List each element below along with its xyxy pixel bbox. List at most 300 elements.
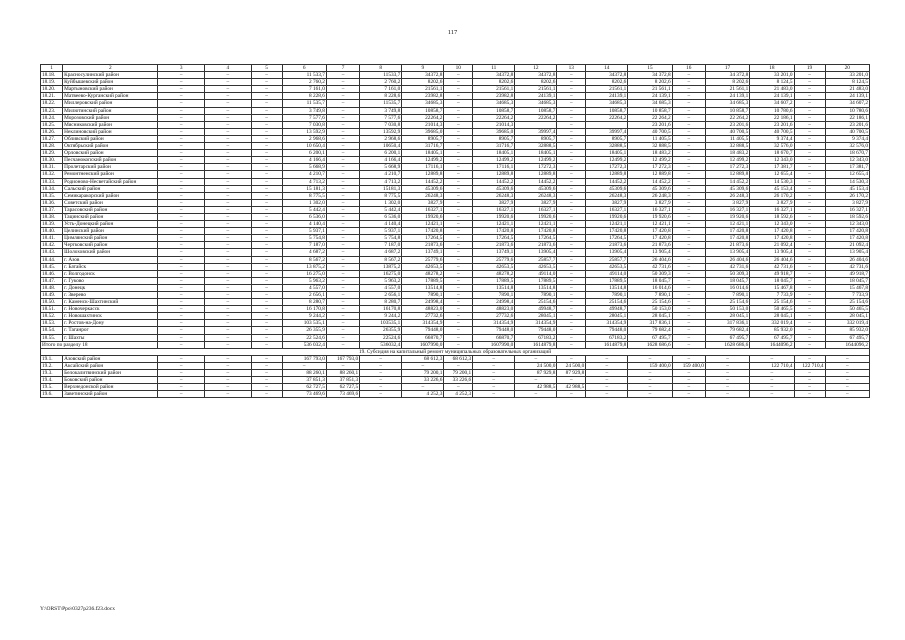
value-cell: 17 272,3 (628, 164, 672, 171)
value-cell: – (557, 128, 586, 135)
value-cell: 45309,6 (402, 185, 444, 192)
column-number: 6 (282, 65, 326, 72)
value-cell: – (794, 128, 825, 135)
value-cell: 13 905,4 (750, 249, 794, 256)
value-cell: – (158, 341, 205, 348)
value-cell: 19920,6 (515, 213, 557, 220)
value-cell: 17 420,8 (750, 235, 794, 242)
value-cell: 1644096,2 (750, 341, 794, 348)
value-cell: – (158, 355, 205, 362)
table-row (41, 107, 870, 114)
municipality-name: Верхнедонской район (63, 384, 158, 391)
value-cell: – (794, 256, 825, 263)
value-cell: 42 731,6 (705, 263, 749, 270)
value-cell: – (557, 341, 586, 348)
value-cell: – (326, 199, 359, 206)
value-cell: 32 888,5 (628, 143, 672, 150)
column-number: 4 (205, 65, 252, 72)
value-cell: 67 495,7 (825, 334, 869, 341)
table-row (41, 284, 870, 291)
value-cell: – (158, 206, 205, 213)
value-cell: 85 932,0 (750, 327, 794, 334)
value-cell: – (251, 199, 282, 206)
value-cell: – (251, 79, 282, 86)
value-cell: – (794, 192, 825, 199)
value-cell: 8 228,6 (360, 93, 402, 100)
value-cell: – (158, 199, 205, 206)
value-cell: 9 244,2 (282, 313, 326, 320)
document-path: Y:\ORST\Ppo\0327p236.f23.docx (40, 606, 115, 612)
table-row (41, 135, 870, 142)
value-cell: – (444, 306, 473, 313)
value-cell: 3 749,8 (282, 107, 326, 114)
value-cell: 67 495,7 (750, 334, 794, 341)
value-cell: – (672, 114, 705, 121)
value-cell: 34685,3 (473, 100, 515, 107)
value-cell: 17 420,8 (705, 228, 749, 235)
value-cell: 27732,6 (402, 313, 444, 320)
value-cell: – (444, 228, 473, 235)
value-cell: – (158, 72, 205, 79)
value-cell: 49 918,7 (750, 270, 794, 277)
value-cell: 16 275,0 (282, 270, 326, 277)
value-cell: 17889,5 (515, 277, 557, 284)
column-number: 9 (402, 65, 444, 72)
table-row (41, 192, 870, 199)
value-cell: 12889,8 (473, 171, 515, 178)
value-cell: – (158, 178, 205, 185)
value-cell: 23 201,6 (705, 121, 749, 128)
table-row (41, 199, 870, 206)
value-cell: – (251, 377, 282, 384)
value-cell: – (251, 157, 282, 164)
value-cell: 2 760,2 (360, 79, 402, 86)
value-cell: – (326, 93, 359, 100)
municipality-name: г. Ростов-на-Дону (63, 320, 158, 327)
value-cell: 19 920,6 (628, 213, 672, 220)
value-cell: 14452,2 (515, 178, 557, 185)
value-cell: 25779,6 (473, 256, 515, 263)
value-cell: 26 170,2 (825, 192, 869, 199)
value-cell: 15 467,8 (825, 284, 869, 291)
value-cell: 536 032,4 (282, 341, 326, 348)
value-cell: – (557, 277, 586, 284)
value-cell: – (251, 128, 282, 135)
value-cell: 8905,7 (402, 135, 444, 142)
value-cell: 66870,7 (473, 334, 515, 341)
value-cell: – (557, 270, 586, 277)
value-cell: – (672, 334, 705, 341)
value-cell: – (251, 143, 282, 150)
value-cell: – (444, 199, 473, 206)
value-cell: 39997,4 (515, 128, 557, 135)
value-cell: – (473, 377, 515, 384)
value-cell: – (326, 327, 359, 334)
value-cell: – (158, 277, 205, 284)
value-cell: – (794, 370, 825, 377)
value-cell: 16327,1 (515, 206, 557, 213)
value-cell: 17 272,3 (705, 164, 749, 171)
value-cell: 24998,4 (402, 299, 444, 306)
row-number: 18.55. (41, 334, 63, 341)
value-cell: 45 153,4 (825, 185, 869, 192)
value-cell: 40 700,5 (705, 128, 749, 135)
value-cell: – (672, 377, 705, 384)
value-cell: 13749,1 (473, 249, 515, 256)
value-cell: 17264,5 (586, 235, 628, 242)
value-cell: 4 166,4 (282, 157, 326, 164)
value-cell: 8 567,2 (282, 256, 326, 263)
value-cell: 4 557,0 (360, 284, 402, 291)
value-cell: – (473, 384, 515, 391)
value-cell: – (672, 292, 705, 299)
value-cell: – (251, 327, 282, 334)
value-cell: – (794, 221, 825, 228)
row-number: 18.51. (41, 306, 63, 313)
value-cell: 16 170,8 (282, 306, 326, 313)
municipality-name: г. Новошахтинск (63, 313, 158, 320)
value-cell: 48823,0 (473, 306, 515, 313)
value-cell: 16327,1 (586, 206, 628, 213)
value-cell: – (794, 206, 825, 213)
value-cell: 8 280,7 (360, 299, 402, 306)
row-number: 18.33. (41, 178, 63, 185)
value-cell: – (794, 277, 825, 284)
value-cell: – (205, 171, 252, 178)
value-cell: 16275,0 (360, 270, 402, 277)
value-cell: 24 139,1 (825, 93, 869, 100)
value-cell: – (205, 306, 252, 313)
value-cell: 18 045,7 (825, 277, 869, 284)
row-number: 18.48. (41, 284, 63, 291)
value-cell: – (251, 384, 282, 391)
value-cell: – (205, 100, 252, 107)
value-cell: – (444, 121, 473, 128)
value-cell: 50 153,0 (705, 306, 749, 313)
value-cell (515, 121, 557, 128)
value-cell: – (557, 135, 586, 142)
value-cell: – (557, 377, 586, 384)
value-cell: – (794, 135, 825, 142)
value-cell: – (326, 185, 359, 192)
table-row (41, 171, 870, 178)
table-row (41, 242, 870, 249)
value-cell: – (158, 242, 205, 249)
row-number: 18.35. (41, 192, 63, 199)
value-cell: – (158, 256, 205, 263)
municipality-name: г. Батайск (63, 263, 158, 270)
value-cell: – (444, 235, 473, 242)
row-number: 18.26. (41, 128, 63, 135)
value-cell: 9 244,2 (360, 313, 402, 320)
value-cell: 14452,2 (586, 178, 628, 185)
value-cell: 13 905,4 (628, 249, 672, 256)
table-row (41, 164, 870, 171)
value-cell: – (557, 391, 586, 398)
value-cell: – (672, 384, 705, 391)
value-cell: 19920,6 (402, 213, 444, 220)
value-cell: 79 682,4 (705, 327, 749, 334)
value-cell: – (444, 93, 473, 100)
value-cell: – (444, 341, 473, 348)
value-cell: – (251, 391, 282, 398)
value-cell: 26 404,6 (705, 256, 749, 263)
value-cell: 18 045,7 (705, 277, 749, 284)
value-cell: – (794, 86, 825, 93)
value-cell: – (586, 384, 628, 391)
value-cell: – (251, 114, 282, 121)
value-cell: – (158, 150, 205, 157)
value-cell: 21561,1 (473, 86, 515, 93)
value-cell: – (586, 391, 628, 398)
value-cell: 73 469,6 (326, 391, 359, 398)
value-cell: 12499,2 (586, 157, 628, 164)
value-cell: – (326, 171, 359, 178)
value-cell: 10858,7 (473, 107, 515, 114)
value-cell: 34 685,3 (705, 100, 749, 107)
value-cell: 15181,3 (360, 185, 402, 192)
value-cell: – (205, 72, 252, 79)
value-cell: 7890,1 (515, 292, 557, 299)
value-cell: 12 343,0 (750, 221, 794, 228)
value-cell: – (158, 171, 205, 178)
value-cell: – (158, 93, 205, 100)
table-row (41, 391, 870, 398)
value-cell: – (326, 341, 359, 348)
value-cell: – (158, 313, 205, 320)
value-cell: 34 607,2 (750, 100, 794, 107)
value-cell: 33 226,6 (444, 377, 473, 384)
value-cell: 40 700,5 (825, 128, 869, 135)
row-number: 19.1. (41, 355, 63, 362)
value-cell: 13875,2 (360, 263, 402, 270)
value-cell: – (557, 86, 586, 93)
value-cell: – (794, 292, 825, 299)
value-cell: 26 355,9 (282, 327, 326, 334)
value-cell: – (672, 93, 705, 100)
value-cell: 24 500,0 (557, 362, 586, 369)
value-cell: 79 200,1 (402, 370, 444, 377)
value-cell: – (444, 164, 473, 171)
value-cell: – (444, 256, 473, 263)
value-cell: – (794, 185, 825, 192)
value-cell: 22264,2 (515, 114, 557, 121)
value-cell: 21014,3 (402, 121, 444, 128)
value-cell: – (672, 150, 705, 157)
row-number: 18.25. (41, 121, 63, 128)
value-cell: – (794, 199, 825, 206)
table-row (41, 263, 870, 270)
value-cell: 79448,0 (586, 327, 628, 334)
total-row (41, 341, 870, 348)
value-cell: – (794, 178, 825, 185)
value-cell: – (326, 256, 359, 263)
value-cell: 14 530,3 (825, 178, 869, 185)
table-row (41, 370, 870, 377)
value-cell: 3827,9 (515, 199, 557, 206)
value-cell: 14 530,3 (750, 178, 794, 185)
municipality-name: Целинский район (63, 228, 158, 235)
value-cell: – (251, 370, 282, 377)
municipality-name: г. Гуково (63, 277, 158, 284)
value-cell: – (326, 107, 359, 114)
value-cell: – (326, 313, 359, 320)
value-cell: 13514,8 (586, 284, 628, 291)
value-cell: – (672, 135, 705, 142)
value-cell: 37 851,3 (326, 377, 359, 384)
value-cell: – (557, 185, 586, 192)
value-cell: 26248,3 (586, 192, 628, 199)
value-cell: 12421,1 (515, 221, 557, 228)
municipality-name: Морозовский район (63, 114, 158, 121)
table-row (41, 270, 870, 277)
row-number: 18.43. (41, 249, 63, 256)
value-cell: 3827,9 (402, 199, 444, 206)
value-cell: – (444, 313, 473, 320)
value-cell: 17264,5 (473, 235, 515, 242)
value-cell: 21 873,6 (628, 242, 672, 249)
value-cell: – (672, 143, 705, 150)
value-cell: 7 733,9 (825, 292, 869, 299)
value-cell: – (326, 128, 359, 135)
value-cell: – (628, 384, 672, 391)
value-cell: 21561,1 (586, 86, 628, 93)
value-cell: – (205, 157, 252, 164)
value-cell: 317 836,1 (628, 320, 672, 327)
value-cell: 21873,6 (402, 242, 444, 249)
value-cell: – (251, 242, 282, 249)
value-cell: – (557, 150, 586, 157)
value-cell: – (794, 377, 825, 384)
value-cell: 17420,8 (515, 228, 557, 235)
value-cell: – (251, 263, 282, 270)
value-cell: 42 988,5 (557, 384, 586, 391)
value-cell: – (444, 157, 473, 164)
value-cell: 17 420,8 (628, 235, 672, 242)
value-cell: 22 186,1 (750, 114, 794, 121)
value-cell: – (326, 362, 359, 369)
value-cell: 16170,8 (360, 306, 402, 313)
value-cell: – (794, 72, 825, 79)
value-cell: – (158, 143, 205, 150)
row-number: 18.23. (41, 107, 63, 114)
value-cell: 12889,8 (402, 171, 444, 178)
row-number: 18.22. (41, 100, 63, 107)
value-cell: 21 561,1 (705, 86, 749, 93)
value-cell: 26248,3 (402, 192, 444, 199)
value-cell: 536032,4 (360, 341, 402, 348)
value-cell: 39685,0 (473, 128, 515, 135)
value-cell: – (326, 150, 359, 157)
value-cell: 13 905,4 (825, 249, 869, 256)
value-cell: – (326, 72, 359, 79)
value-cell: 26 248,3 (628, 192, 672, 199)
value-cell: 42653,5 (402, 263, 444, 270)
value-cell: – (557, 192, 586, 199)
municipality-name: Белокалитвинский район (63, 370, 158, 377)
value-cell: 4 713,2 (282, 178, 326, 185)
value-cell: 8 202,6 (705, 79, 749, 86)
value-cell: 8 775,5 (360, 192, 402, 199)
value-cell: – (672, 199, 705, 206)
table-row (41, 235, 870, 242)
value-cell: – (672, 320, 705, 327)
value-cell: 25 154,6 (825, 299, 869, 306)
value-cell: 48823,0 (402, 306, 444, 313)
value-cell: 21 092,4 (750, 242, 794, 249)
value-cell: 26 404,6 (825, 256, 869, 263)
value-cell: – (205, 121, 252, 128)
value-cell: 3 827,9 (705, 199, 749, 206)
value-cell: – (444, 284, 473, 291)
municipality-name: Азовский район (63, 355, 158, 362)
municipality-name: Семикаракорский район (63, 192, 158, 199)
municipality-name: Тацинский район (63, 213, 158, 220)
value-cell: – (326, 192, 359, 199)
value-cell: – (705, 384, 749, 391)
table-row (41, 228, 870, 235)
value-cell: – (444, 362, 473, 369)
value-cell: – (251, 299, 282, 306)
value-cell: – (326, 121, 359, 128)
value-cell: – (672, 256, 705, 263)
value-cell: 26 170,2 (750, 192, 794, 199)
value-cell: 21561,1 (515, 86, 557, 93)
value-cell: – (794, 327, 825, 334)
value-cell: – (205, 185, 252, 192)
value-cell: 32 888,5 (705, 143, 749, 150)
value-cell: – (205, 249, 252, 256)
row-number: 18.27. (41, 135, 63, 142)
page-number: 117 (447, 29, 458, 36)
value-cell: 21873,6 (473, 242, 515, 249)
value-cell: – (672, 355, 705, 362)
value-cell: – (444, 206, 473, 213)
value-cell: 73 469,6 (282, 391, 326, 398)
value-cell: 24 139,1 (750, 93, 794, 100)
value-cell: 87 929,8 (515, 370, 557, 377)
value-cell: 26 404,6 (628, 256, 672, 263)
value-cell: 79448,0 (402, 327, 444, 334)
value-cell: 14452,2 (402, 178, 444, 185)
value-cell: – (205, 150, 252, 157)
value-cell: – (672, 121, 705, 128)
value-cell: 1614879,8 (515, 341, 557, 348)
table-row (41, 213, 870, 220)
value-cell: – (158, 107, 205, 114)
table-row (41, 79, 870, 86)
value-cell: – (444, 171, 473, 178)
value-cell: 8202,6 (586, 79, 628, 86)
value-cell: – (326, 242, 359, 249)
value-cell: 7890,1 (473, 292, 515, 299)
value-cell: – (794, 242, 825, 249)
value-cell: 50 465,5 (750, 306, 794, 313)
value-cell: 7 733,9 (750, 292, 794, 299)
municipality-name: Шолоховский район (63, 249, 158, 256)
value-cell: 8 280,7 (282, 299, 326, 306)
value-cell: – (672, 228, 705, 235)
value-cell: – (251, 235, 282, 242)
value-cell: – (672, 100, 705, 107)
value-cell: – (251, 249, 282, 256)
value-cell: 17420,8 (473, 228, 515, 235)
value-cell: – (672, 128, 705, 135)
value-cell: 42653,5 (515, 263, 557, 270)
value-cell: 17272,3 (586, 164, 628, 171)
value-cell: 18405,1 (515, 150, 557, 157)
value-cell: 79448,0 (515, 327, 557, 334)
